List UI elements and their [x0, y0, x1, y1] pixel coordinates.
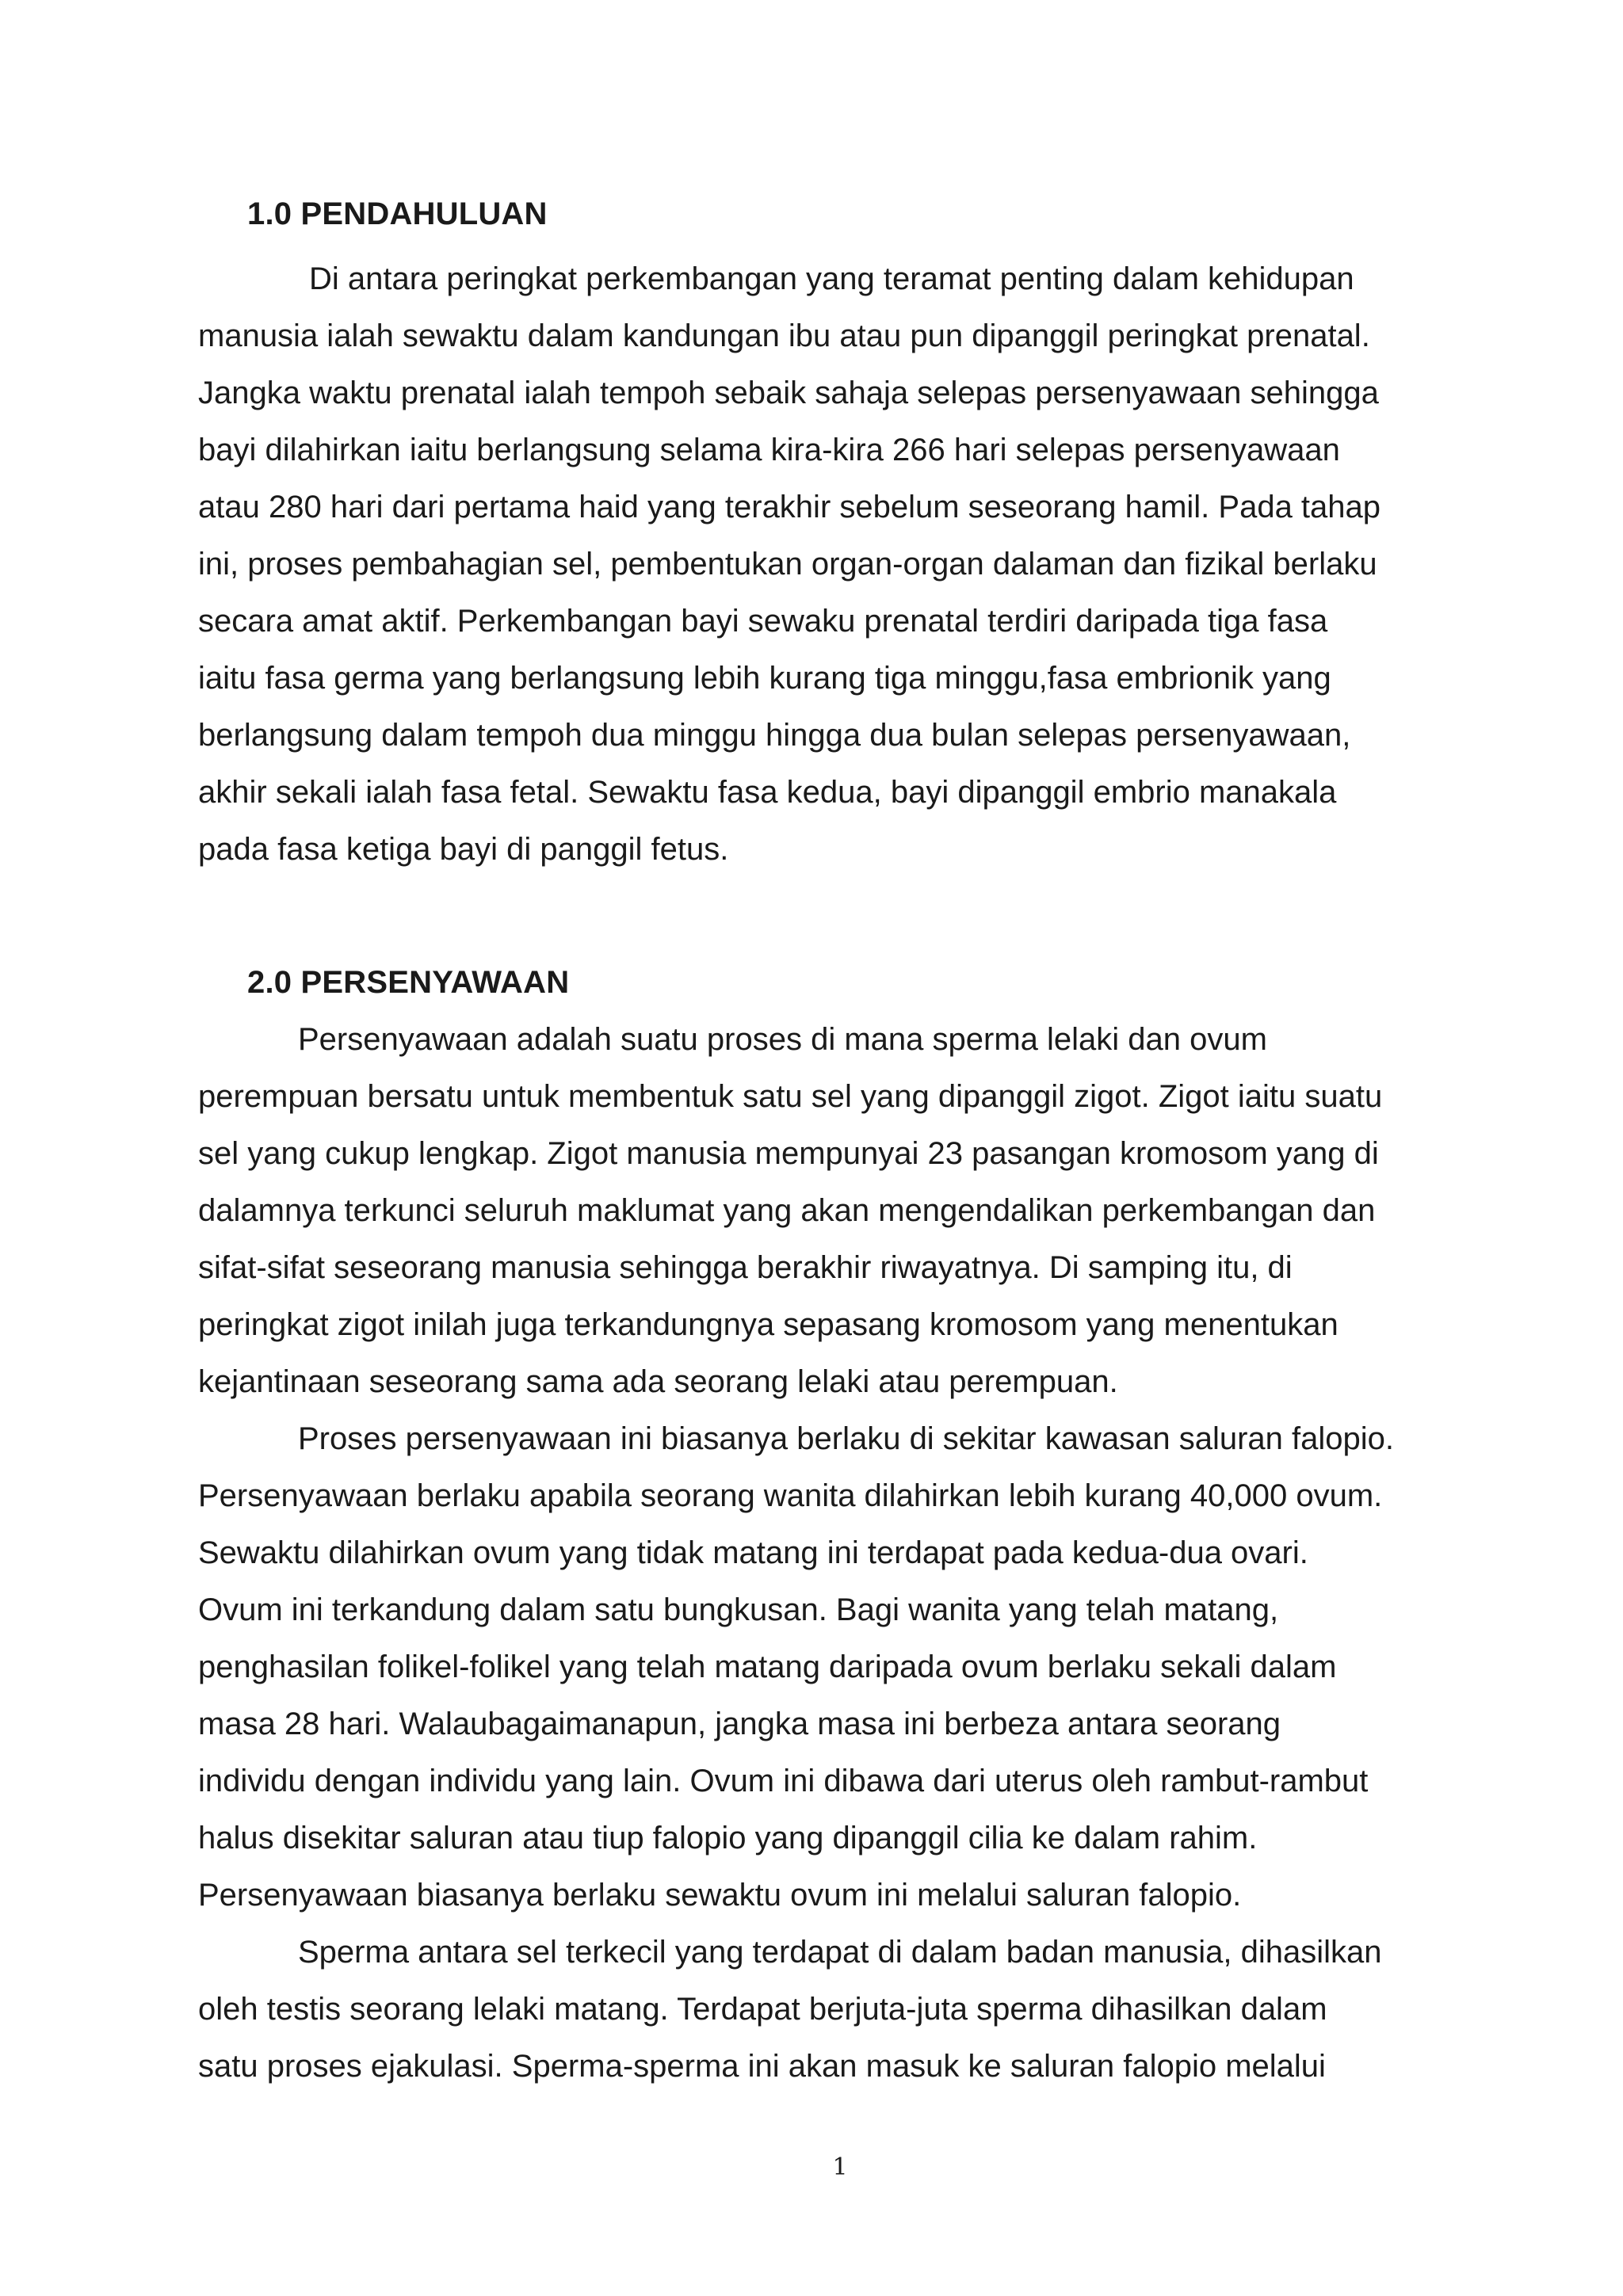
text-line: dalamnya terkunci seluruh maklumat yang akan mengendalikan perkembangan dan	[198, 1193, 1376, 1228]
paragraph-persenyawaan-sperma	[198, 1924, 1434, 2095]
page-number: 1	[832, 2153, 848, 2181]
paragraph-persenyawaan-process	[198, 1410, 1434, 1924]
text-line: kejantinaan seseorang sama ada seorang lelaki atau perempuan.	[198, 1364, 1118, 1399]
text-line: Persenyawaan biasanya berlaku sewaktu ovum ini melalui saluran falopio.	[198, 1878, 1242, 1913]
text-line: sifat-sifat seseorang manusia sehingga berakhir riwayatnya. Di samping itu, di	[198, 1250, 1293, 1285]
text-line: Persenyawaan adalah suatu proses di mana sperma lelaki dan ovum	[298, 1022, 1267, 1057]
text-line: manusia ialah sewaktu dalam kandungan ibu atau pun dipanggil peringkat prenatal.	[198, 318, 1370, 353]
text-line: ini, proses pembahagian sel, pembentukan organ-organ dalaman dan fizikal berlaku	[198, 547, 1377, 582]
text-line: berlangsung dalam tempoh dua minggu hingga dua bulan selepas persenyawaan,	[198, 718, 1351, 753]
text-line: sel yang cukup lengkap. Zigot manusia mempunyai 23 pasangan kromosom yang di	[198, 1136, 1379, 1171]
text-line: Jangka waktu prenatal ialah tempoh sebaik sahaja selepas persenyawaan sehingga	[198, 376, 1379, 410]
text-line: Sperma antara sel terkecil yang terdapat di dalam badan manusia, dihasilkan	[298, 1935, 1382, 1970]
text-line: Sewaktu dilahirkan ovum yang tidak matang ini terdapat pada kedua-dua ovari.	[198, 1535, 1308, 1570]
text-line: masa 28 hari. Walaubagaimanapun, jangka masa ini berbeza antara seorang	[198, 1707, 1281, 1741]
text-line: bayi dilahirkan iaitu berlangsung selama kira-kira 266 hari selepas persenyawaan	[198, 433, 1340, 467]
text-line: individu dengan individu yang lain. Ovum ini dibawa dari uterus oleh rambut-rambut	[198, 1764, 1369, 1798]
text-line: secara amat aktif. Perkembangan bayi sewaku prenatal terdiri daripada tiga fasa	[198, 604, 1328, 639]
text-line: Persenyawaan berlaku apabila seorang wanita dilahirkan lebih kurang 40,000 ovum.	[198, 1478, 1383, 1513]
text-line: Di antara peringkat perkembangan yang teramat penting dalam kehidupan	[309, 261, 1354, 296]
text-line: Ovum ini terkandung dalam satu bungkusan. Bagi wanita yang telah matang,	[198, 1592, 1279, 1627]
text-line: pada fasa ketiga bayi di panggil fetus.	[198, 832, 729, 867]
text-line: perempuan bersatu untuk membentuk satu sel yang dipanggil zigot. Zigot iaitu suatu	[198, 1079, 1383, 1114]
text-line: halus disekitar saluran atau tiup falopio yang dipanggil cilia ke dalam rahim.	[198, 1821, 1258, 1855]
paragraph-pendahuluan	[198, 250, 1434, 878]
text-line: akhir sekali ialah fasa fetal. Sewaktu fasa kedua, bayi dipanggil embrio manakala	[198, 775, 1337, 810]
section-heading-pendahuluan: 1.0 PENDAHULUAN	[247, 196, 548, 231]
text-line: peringkat zigot inilah juga terkandungnya sepasang kromosom yang menentukan	[198, 1307, 1338, 1342]
text-line: Proses persenyawaan ini biasanya berlaku di sekitar kawasan saluran falopio.	[298, 1421, 1395, 1456]
paragraph-persenyawaan-definition	[198, 1011, 1434, 1410]
text-line: oleh testis seorang lelaki matang. Terdapat berjuta-juta sperma dihasilkan dalam	[198, 1992, 1327, 2027]
section-heading-persenyawaan: 2.0 PERSENYAWAAN	[247, 965, 570, 1000]
text-line: penghasilan folikel-folikel yang telah matang daripada ovum berlaku sekali dalam	[198, 1650, 1337, 1684]
text-line: iaitu fasa germa yang berlangsung lebih kurang tiga minggu,fasa embrionik yang	[198, 661, 1331, 696]
text-line: satu proses ejakulasi. Sperma-sperma ini akan masuk ke saluran falopio melalui	[198, 2049, 1326, 2084]
text-line: atau 280 hari dari pertama haid yang terakhir sebelum seseorang hamil. Pada tahap	[198, 490, 1381, 524]
